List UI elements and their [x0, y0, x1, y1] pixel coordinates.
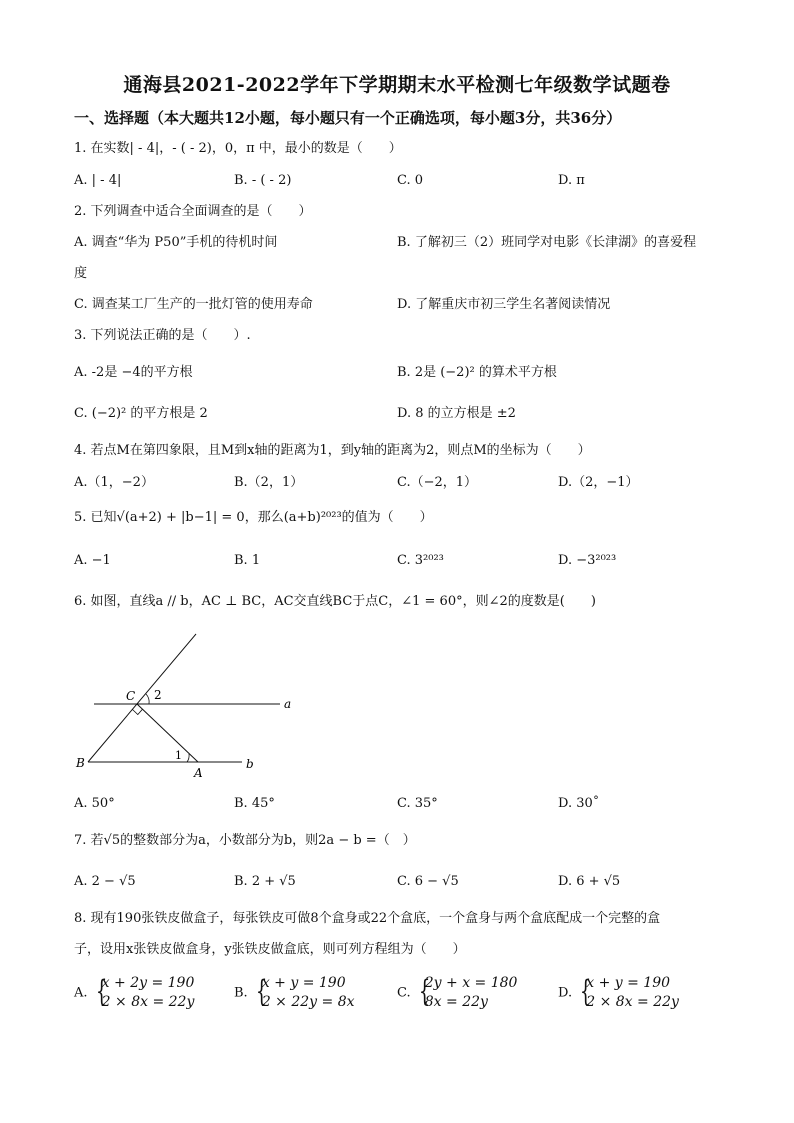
q4-option-d: D.（2，−1） — [558, 475, 639, 490]
page-title: 通海县2021-2022学年下学期期末水平检测七年级数学试题卷 — [123, 74, 671, 96]
q8-option-b-letter: B. — [234, 985, 248, 1001]
section-heading: 一、选择题（本大题共12小题，每小题只有一个正确选项，每小题3分，共36分） — [74, 109, 622, 127]
q7-option-b: B. 2 + √5 — [234, 874, 296, 889]
q4-option-c: C.（−2，1） — [397, 475, 478, 490]
q2-option-d: D. 了解重庆市初三学生名著阅读情况 — [397, 297, 611, 312]
q8-option-a-eq2: 2 × 8x = 22y — [101, 994, 195, 1010]
q8-option-c-letter: C. — [397, 985, 411, 1001]
q8-option-c-eq2: 8x = 22y — [424, 994, 488, 1010]
q8-option-b-eq1: x + y = 190 — [261, 975, 346, 991]
q8-option-a-letter: A. — [74, 985, 88, 1001]
question-6-stem: 6. 如图，直线a // b，AC ⊥ BC，AC交直线BC于点C，∠1 = 60°，则∠2的度数是( ) — [74, 594, 596, 609]
question-1-stem: 1. 在实数| - 4|，- ( - 2)，0，π 中，最小的数是（ ） — [74, 141, 402, 156]
q8-option-d — [558, 974, 679, 1012]
q8-option-b-eq2: 2 × 22y = 8x — [261, 994, 355, 1010]
label-b-point: B — [76, 756, 85, 770]
line-bc — [88, 634, 196, 762]
q5-option-a: A. −1 — [74, 553, 111, 568]
q1-option-c: C. 0 — [397, 173, 424, 188]
q8-option-b-system: { x + y = 190 2 × 22y = 8x — [255, 974, 355, 1010]
question-3-stem: 3. 下列说法正确的是（ ）. — [74, 328, 251, 343]
label-b-line: b — [246, 757, 254, 771]
question-8-stem-line-1: 8. 现有190张铁皮做盒子，每张铁皮可做8个盒身或22个盒底，一个盒身与两个盒底配成一个完整的盒 — [74, 911, 661, 926]
q6-option-c: C. 35° — [397, 796, 438, 811]
q7-option-c: C. 6 − √5 — [397, 874, 459, 889]
geometry-figure — [70, 628, 300, 788]
q1-option-a: A. | - 4| — [74, 173, 122, 188]
q1-option-d: D. π — [558, 173, 585, 188]
label-angle-2: 2 — [154, 688, 162, 702]
q3-option-c: C. (−2)² 的平方根是 2 — [74, 406, 208, 421]
q8-option-d-eq1: x + y = 190 — [586, 975, 671, 991]
q8-option-b — [234, 974, 355, 1012]
q4-option-b: B.（2，1） — [234, 475, 304, 490]
q3-option-a: A. -2是 −4的平方根 — [74, 365, 193, 380]
question-4-stem: 4. 若点M在第四象限，且M到x轴的距离为1，到y轴的距离为2，则点M的坐标为（ ） — [74, 443, 591, 458]
q8-option-d-letter: D. — [558, 985, 573, 1001]
q1-option-b: B. - ( - 2) — [234, 173, 292, 188]
q3-option-b: B. 2是 (−2)² 的算术平方根 — [397, 365, 557, 380]
q4-option-a: A.（1，−2） — [74, 475, 154, 490]
right-angle-mark — [133, 709, 143, 714]
q2-option-a: A. 调查“华为 P50”手机的待机时间 — [74, 235, 278, 250]
angle-1-arc — [187, 754, 189, 762]
question-2-stem: 2. 下列调查中适合全面调查的是（ ） — [74, 204, 312, 219]
q7-option-d: D. 6 + √5 — [558, 874, 621, 889]
label-a: a — [284, 697, 292, 711]
q6-option-b: B. 45° — [234, 796, 275, 811]
label-c: C — [126, 689, 136, 703]
segment-ac — [137, 704, 198, 762]
angle-2-arc — [146, 694, 149, 704]
q8-option-c-system: { 2y + x = 180 8x = 22y — [418, 974, 518, 1010]
q7-option-a: A. 2 − √5 — [74, 874, 136, 889]
q8-option-a-eq1: x + 2y = 190 — [101, 975, 195, 991]
q3-option-d: D. 8 的立方根是 ±2 — [397, 406, 516, 421]
q6-option-a: A. 50° — [74, 796, 115, 811]
q2-option-b: B. 了解初三（2）班同学对电影《长津湖》的喜爱程 — [397, 235, 697, 250]
q6-option-d: D. 30˚ — [558, 796, 600, 811]
question-7-stem: 7. 若√5的整数部分为a，小数部分为b，则2a − b =（ ） — [74, 833, 416, 848]
q5-option-d: D. −3²⁰²³ — [558, 553, 617, 568]
question-8-stem-line-2: 子，设用x张铁皮做盒身，y张铁皮做盒底，则可列方程组为（ ） — [74, 942, 466, 957]
q8-option-a — [74, 974, 194, 1012]
label-angle-1: 1 — [175, 749, 182, 762]
q5-option-b: B. 1 — [234, 553, 261, 568]
q8-option-d-eq2: 2 × 8x = 22y — [586, 994, 679, 1010]
q8-option-a-system: { x + 2y = 190 2 × 8x = 22y — [95, 974, 195, 1010]
label-a-point: A — [194, 766, 203, 780]
q2-option-b-continued: 度 — [74, 266, 88, 281]
q8-option-c-eq1: 2y + x = 180 — [424, 975, 518, 991]
q2-option-c: C. 调查某工厂生产的一批灯管的使用寿命 — [74, 297, 313, 312]
q5-option-c: C. 3²⁰²³ — [397, 553, 444, 568]
q8-option-d-system: { x + y = 190 2 × 8x = 22y — [580, 974, 679, 1010]
q8-option-c — [397, 974, 517, 1012]
question-5-stem: 5. 已知√(a+2) + |b−1| = 0，那么(a+b)²⁰²³的值为（ ） — [74, 510, 433, 525]
